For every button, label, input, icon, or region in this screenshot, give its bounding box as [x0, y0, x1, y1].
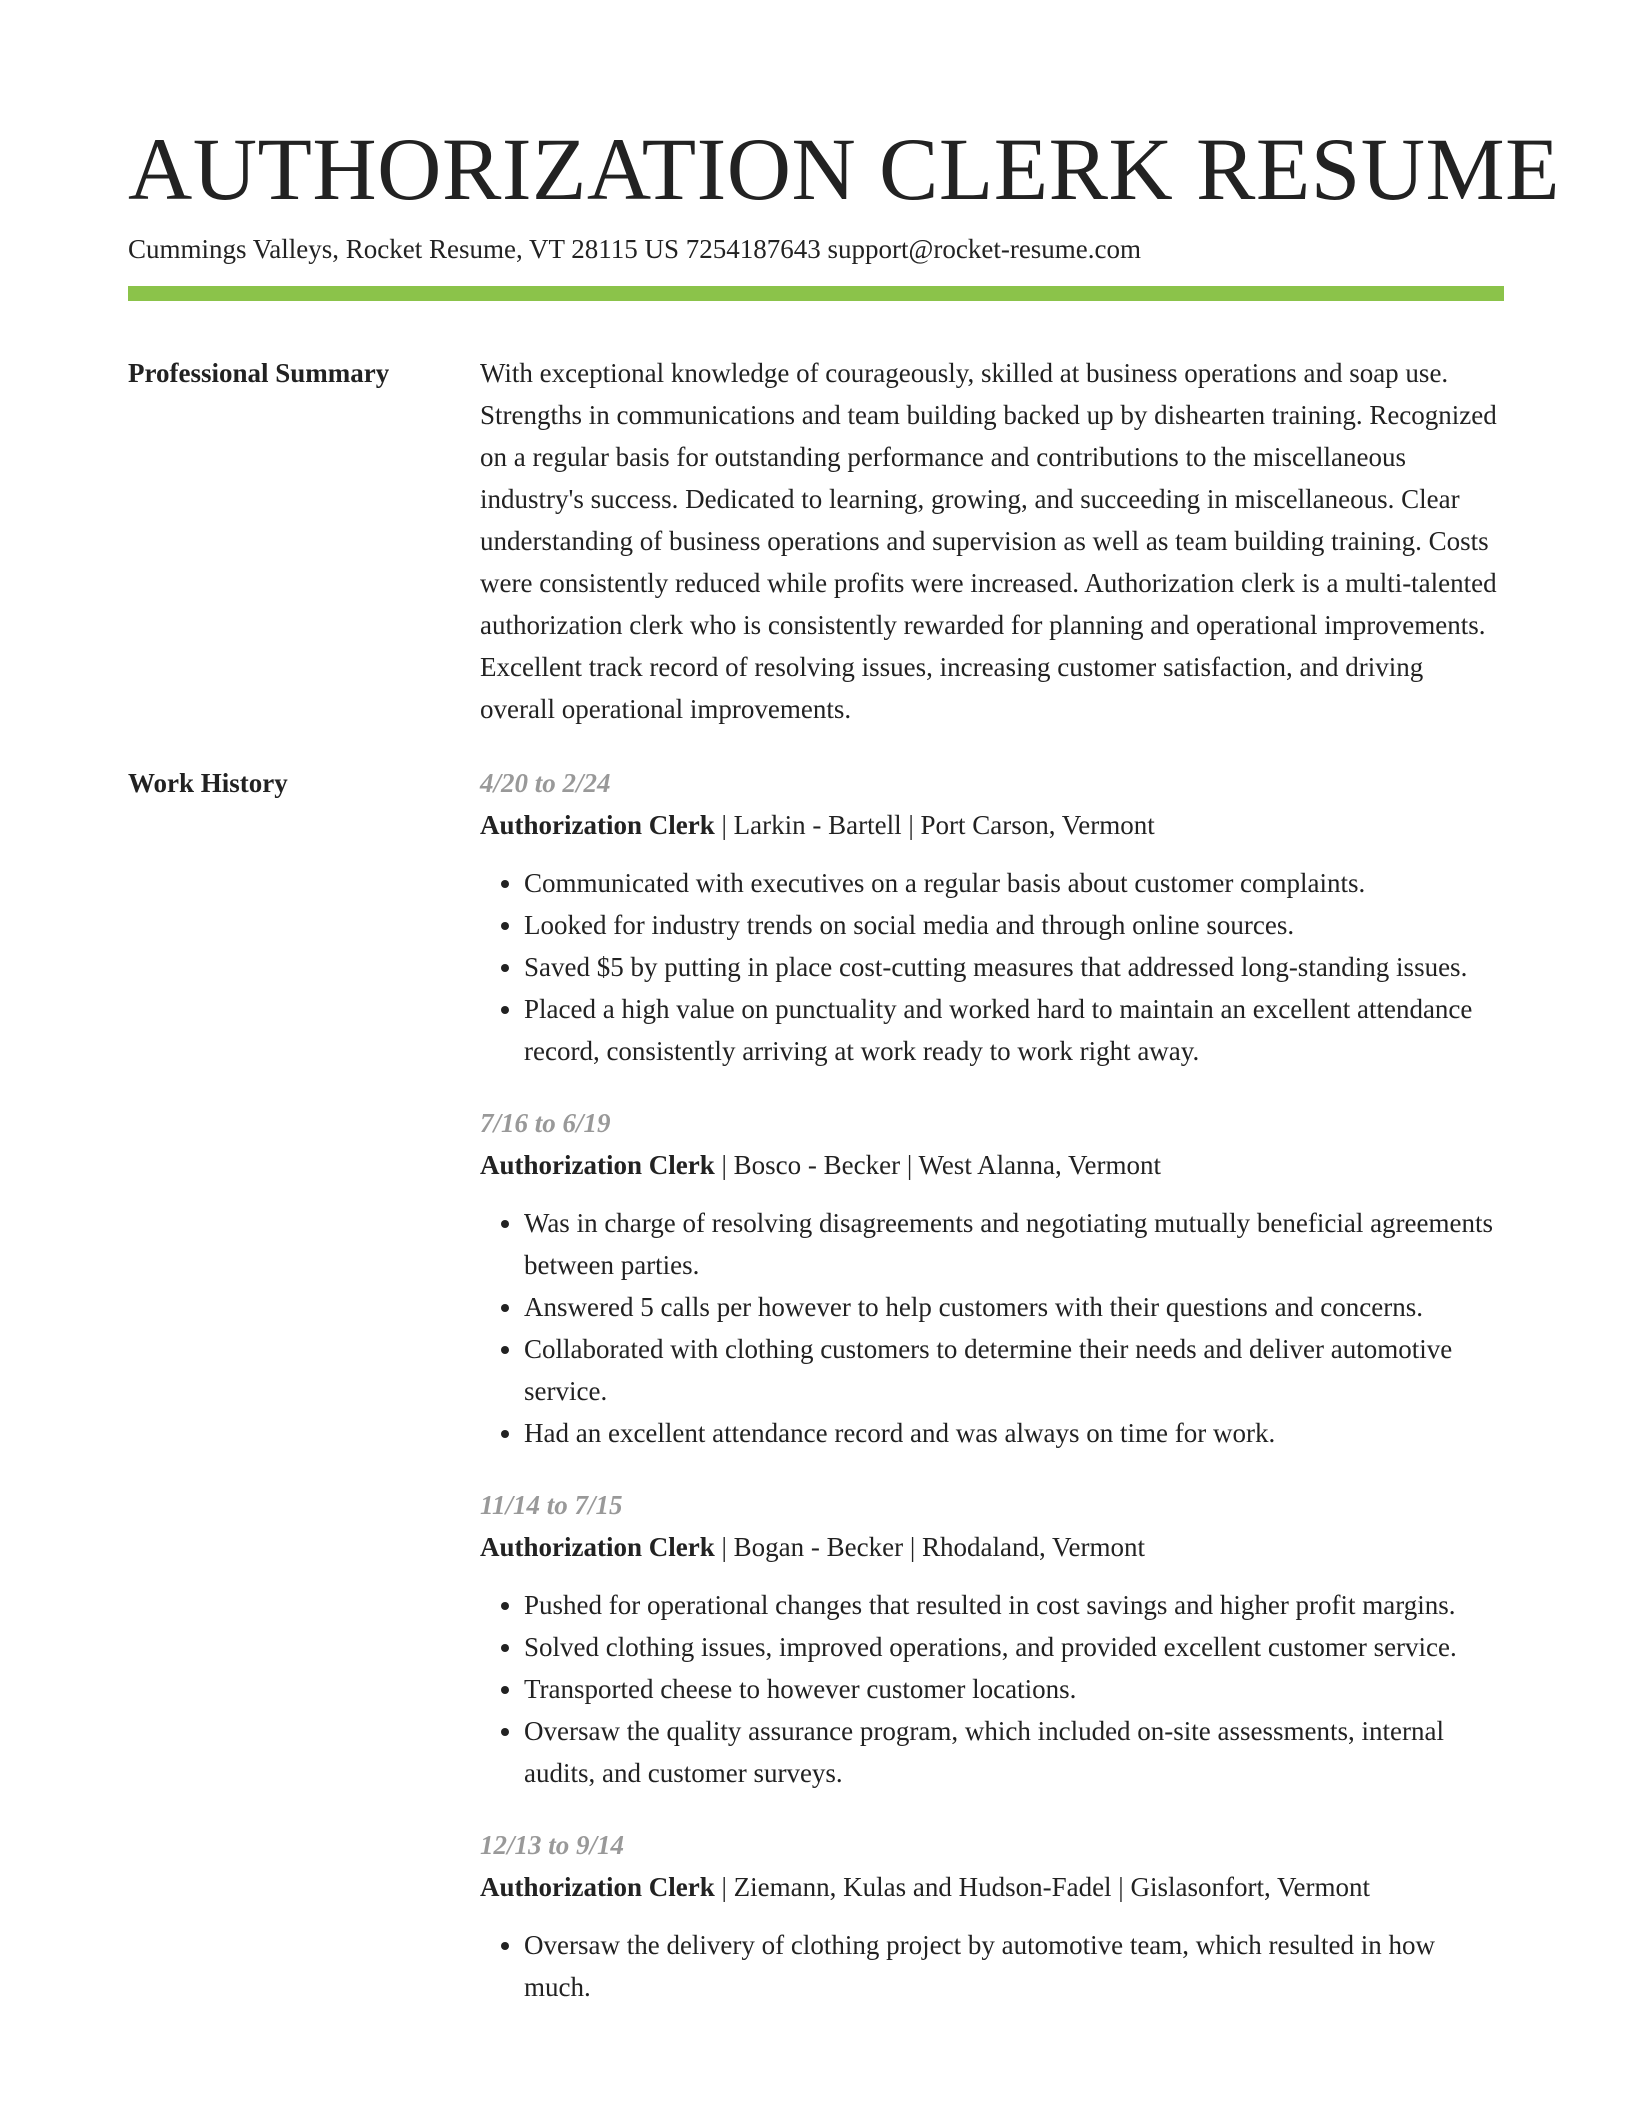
summary-body — [480, 352, 1504, 730]
job-details: | Bosco - Becker | West Alanna, Vermont — [714, 1150, 1162, 1180]
resume-title: AUTHORIZATION CLERK RESUME — [128, 121, 1561, 219]
job-details: | Ziemann, Kulas and Hudson-Fadel | Gislasonfort, Vermont — [714, 1872, 1370, 1902]
contact-line: Cummings Valleys, Rocket Resume, VT 28115 US 7254187643 support@rocket-resume.com — [128, 234, 1142, 264]
job-title-line — [480, 1144, 1504, 1186]
job-entry — [480, 762, 1504, 1072]
job-bullet: • Looked for industry trends on social media and through online sources. — [524, 904, 1504, 946]
job-bullet: • Transported cheese to however customer locations. — [524, 1668, 1504, 1710]
job-dates: 12/13 to 9/14 — [480, 1830, 625, 1860]
job-bullet: • Collaborated with clothing customers to determine their needs and deliver automotive service. — [524, 1328, 1504, 1412]
job-bullet: • Oversaw the quality assurance program, which included on-site assessments, internal audits, and customer surveys. — [524, 1710, 1504, 1794]
section-label-work-history: Work History — [128, 768, 288, 798]
job-dates: 4/20 to 2/24 — [480, 768, 611, 798]
job-title-line — [480, 1866, 1504, 1908]
job-entry — [480, 1102, 1504, 1454]
job-bullet: • Placed a high value on punctuality and worked hard to maintain an excellent attendance record, consistently arriving at work ready to work right away. — [524, 988, 1504, 1072]
job-bullet-list — [480, 1584, 1504, 1794]
job-bullet: • Was in charge of resolving disagreements and negotiating mutually beneficial agreements between parties. — [524, 1202, 1504, 1286]
job-entry — [480, 1824, 1504, 2008]
job-title-line — [480, 804, 1504, 846]
job-details: | Bogan - Becker | Rhodaland, Vermont — [714, 1532, 1145, 1562]
job-bullet: • Had an excellent attendance record and was always on time for work. — [524, 1412, 1504, 1454]
job-dates: 11/14 to 7/15 — [480, 1490, 623, 1520]
job-bullet: • Pushed for operational changes that resulted in cost savings and higher profit margins. — [524, 1584, 1504, 1626]
job-bullet-list — [480, 862, 1504, 1072]
job-details: | Larkin - Bartell | Port Carson, Vermont — [714, 810, 1155, 840]
job-bullet: • Saved $5 by putting in place cost-cutting measures that addressed long-standing issues. — [524, 946, 1504, 988]
job-dates: 7/16 to 6/19 — [480, 1108, 611, 1138]
job-bullet: • Answered 5 calls per however to help customers with their questions and concerns. — [524, 1286, 1504, 1328]
header-accent-rule — [128, 286, 1504, 301]
section-label-professional-summary: Professional Summary — [128, 358, 390, 388]
job-bullet: • Solved clothing issues, improved operations, and provided excellent customer service. — [524, 1626, 1504, 1668]
job-bullet: • Communicated with executives on a regular basis about customer complaints. — [524, 862, 1504, 904]
job-title: Authorization Clerk — [480, 1872, 715, 1902]
job-entry — [480, 1484, 1504, 1794]
job-title-line — [480, 1526, 1504, 1568]
job-title: Authorization Clerk — [480, 1532, 715, 1562]
job-bullet: • Oversaw the delivery of clothing project by automotive team, which resulted in how much. — [524, 1924, 1504, 2008]
job-title: Authorization Clerk — [480, 810, 715, 840]
summary-text: With exceptional knowledge of courageously, skilled at business operations and soap use. Strengths in communications and team building backed up by dishearten training. Recognized on a regular basis for outstanding performance and contributions to the miscellaneous industry's success. Dedicated to learning, growing, and succeeding in miscellaneous. Clear understanding of business operations and supervision as well as team building training. Costs were consistently reduced while profits were increased. Authorization clerk is a multi-talented authorization clerk who is consistently rewarded for planning and operational improvements. Excellent track record of resolving issues, increasing customer satisfaction, and driving overall operational improvements. — [480, 358, 1497, 724]
job-bullet-list — [480, 1202, 1504, 1454]
job-bullet-list — [480, 1924, 1504, 2008]
work-history-body — [480, 762, 1504, 2038]
job-title: Authorization Clerk — [480, 1150, 715, 1180]
